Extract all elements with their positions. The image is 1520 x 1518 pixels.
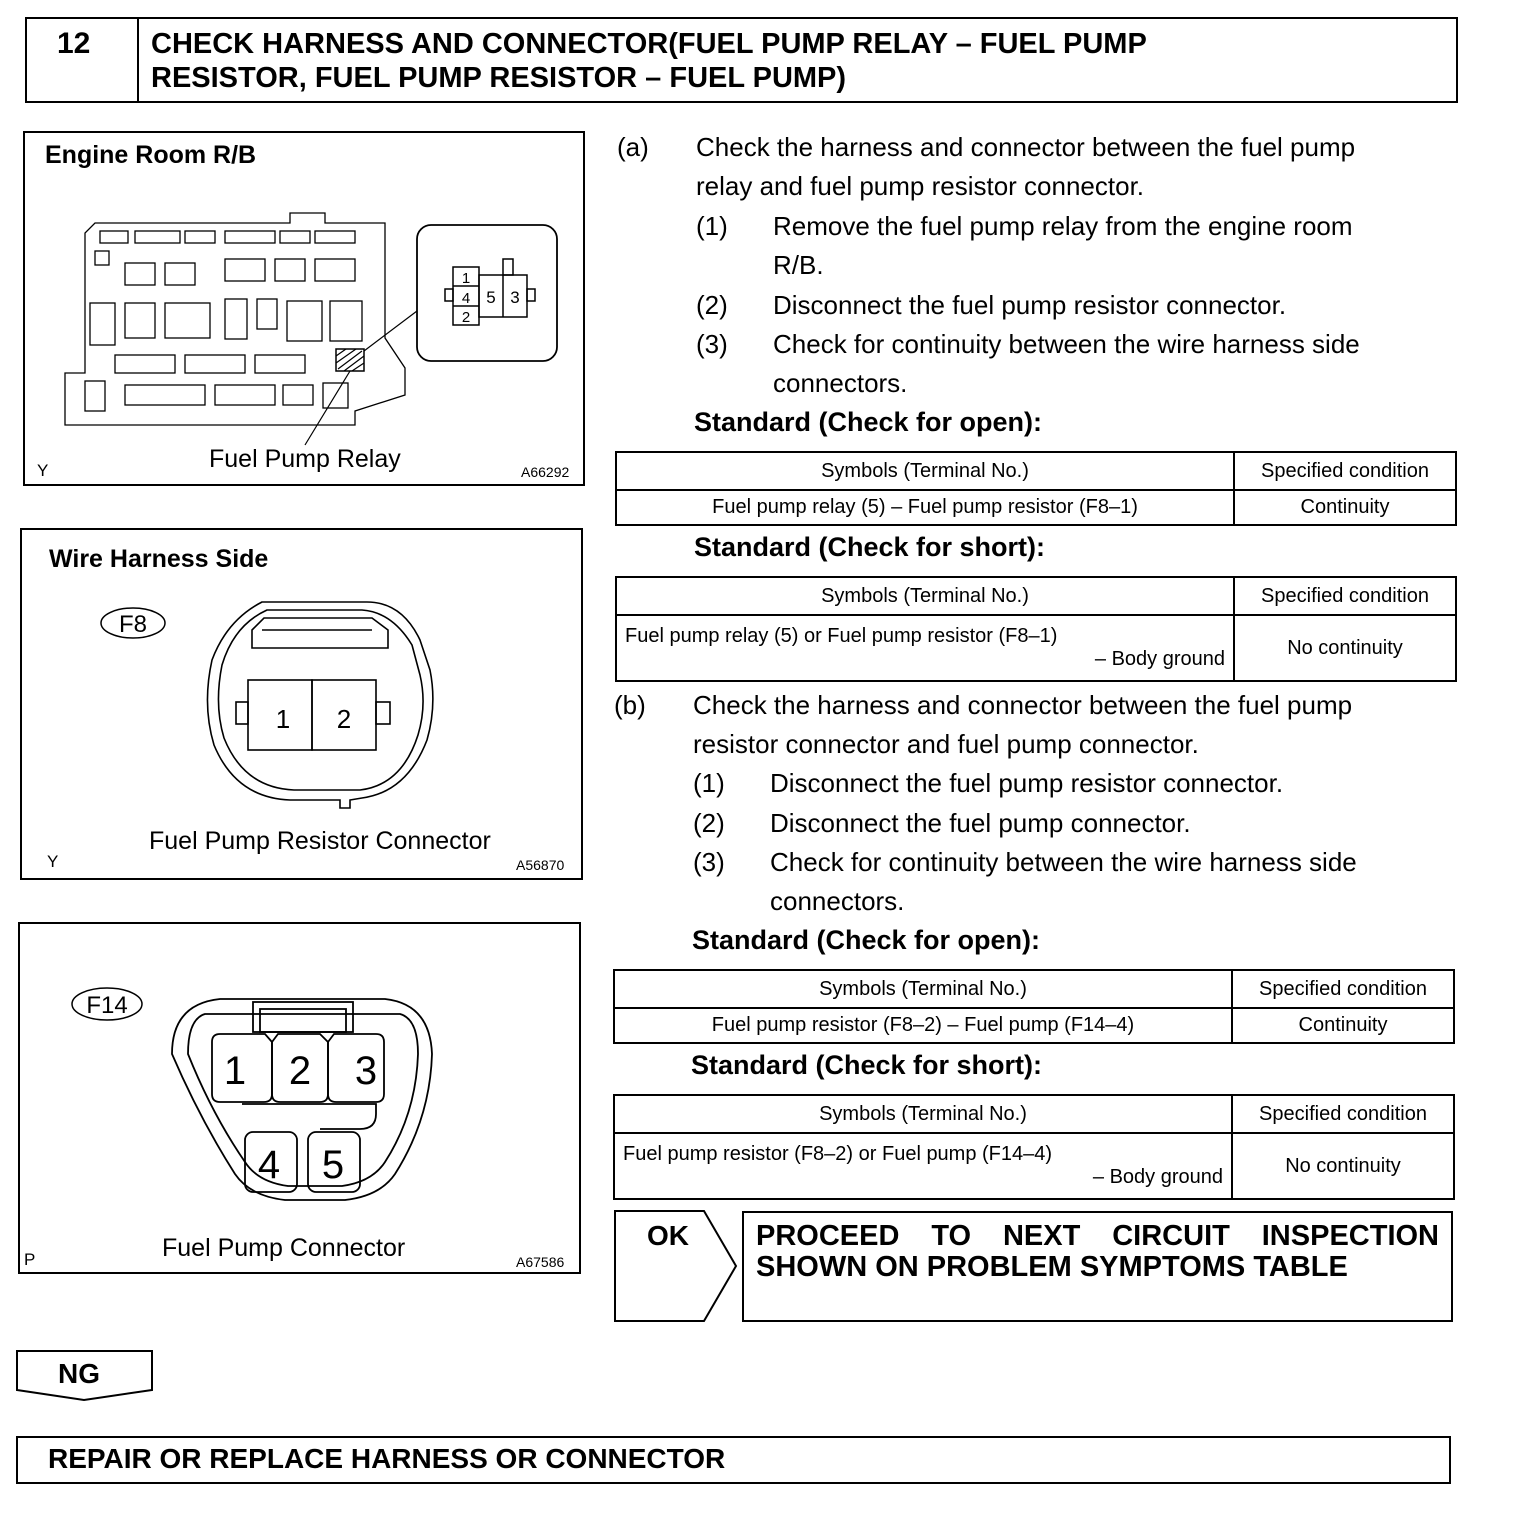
section-b-step-3-text-2: connectors. bbox=[770, 886, 905, 916]
figure-corner-code: Y bbox=[47, 852, 59, 871]
section-b-text-1: Check the harness and connector between the fuel pump bbox=[693, 690, 1353, 720]
cell-line-1: Fuel pump resistor (F8–2) or Fuel pump (F14–4) bbox=[623, 1143, 1053, 1165]
figure-id: A67586 bbox=[516, 1254, 565, 1270]
table-col-condition: Specified condition bbox=[1232, 970, 1454, 1008]
figure-caption: Fuel Pump Relay bbox=[209, 445, 401, 473]
ng-action-text: REPAIR OR REPLACE HARNESS OR CONNECTOR bbox=[48, 1443, 726, 1474]
section-b-open-heading: Standard (Check for open): bbox=[692, 925, 1041, 955]
table-header-row bbox=[616, 452, 1456, 490]
section-b-open-table bbox=[613, 969, 1455, 1044]
figure-title: Wire Harness Side bbox=[49, 545, 269, 573]
table-cell-condition: Continuity bbox=[1234, 490, 1456, 525]
pump-pin-3: 3 bbox=[354, 1049, 378, 1093]
section-a-step-1-text-1: Remove the fuel pump relay from the engine room bbox=[773, 211, 1353, 241]
relay-block-outline bbox=[65, 213, 405, 425]
section-b-step-3-text-1: Check for continuity between the wire harness side bbox=[770, 847, 1357, 877]
table-col-condition: Specified condition bbox=[1234, 577, 1456, 615]
figure-caption: Fuel Pump Connector bbox=[162, 1234, 406, 1262]
pump-pin-2: 2 bbox=[288, 1049, 312, 1093]
relay-pin-4: 4 bbox=[461, 290, 471, 307]
section-a-step-3-num: (3) bbox=[696, 329, 728, 359]
relay-pin-2: 2 bbox=[461, 309, 471, 326]
figure-engine-room-rb bbox=[23, 131, 585, 486]
connector-tag: F8 bbox=[118, 611, 148, 638]
figure-corner-code: Y bbox=[37, 461, 49, 480]
pump-pin-1: 1 bbox=[223, 1049, 247, 1093]
table-col-condition: Specified condition bbox=[1234, 452, 1456, 490]
table-cell-symbols bbox=[616, 615, 1234, 681]
relay-pin-5: 5 bbox=[486, 288, 496, 307]
table-row bbox=[616, 615, 1456, 681]
table-col-symbols: Symbols (Terminal No.) bbox=[614, 1095, 1232, 1133]
ng-label: NG bbox=[58, 1358, 100, 1389]
table-header-row bbox=[614, 970, 1454, 1008]
relay-callout-line bbox=[364, 311, 417, 351]
table-cell-condition: Continuity bbox=[1232, 1008, 1454, 1043]
pump-pin-4: 4 bbox=[257, 1143, 281, 1187]
section-a-text-1: Check the harness and connector between the fuel pump bbox=[696, 132, 1356, 162]
section-a-step-1-text-2: R/B. bbox=[773, 250, 824, 280]
table-header-row bbox=[616, 577, 1456, 615]
table-row bbox=[614, 1133, 1454, 1199]
figure-id: A56870 bbox=[516, 857, 565, 873]
cell-line-1: Fuel pump relay (5) or Fuel pump resistor (F8–1) bbox=[625, 625, 1058, 647]
section-a-open-table bbox=[615, 451, 1457, 526]
relay-block-diagram bbox=[25, 133, 583, 484]
section-b-step-1-text: Disconnect the fuel pump resistor connector. bbox=[770, 768, 1284, 798]
table-row bbox=[614, 1008, 1454, 1043]
table-header-row bbox=[614, 1095, 1454, 1133]
table-cell-condition: No continuity bbox=[1232, 1133, 1454, 1199]
section-b-step-3-num: (3) bbox=[693, 847, 725, 877]
table-col-condition: Specified condition bbox=[1232, 1095, 1454, 1133]
figure-corner-code: P bbox=[24, 1250, 36, 1269]
ok-result-box bbox=[742, 1211, 1453, 1322]
section-a-step-2-text: Disconnect the fuel pump resistor connector. bbox=[773, 290, 1287, 320]
figure-fuel-pump-connector bbox=[18, 922, 581, 1274]
section-a-step-1-num: (1) bbox=[696, 211, 728, 241]
resistor-pin-2: 2 bbox=[336, 704, 352, 734]
figure-caption: Fuel Pump Resistor Connector bbox=[149, 827, 491, 855]
table-cell-condition: No continuity bbox=[1234, 615, 1456, 681]
section-b-step-2-text: Disconnect the fuel pump connector. bbox=[770, 808, 1191, 838]
ok-result-line-2: SHOWN ON PROBLEM SYMPTOMS TABLE bbox=[756, 1251, 1348, 1283]
figure-id: A66292 bbox=[521, 464, 570, 480]
pump-connector-diagram bbox=[20, 924, 579, 1272]
section-b-step-2-num: (2) bbox=[693, 808, 725, 838]
pump-connector-body bbox=[172, 999, 432, 1200]
table-cell-symbols: Fuel pump relay (5) – Fuel pump resistor (F8–1) bbox=[616, 490, 1234, 525]
resistor-pin-1: 1 bbox=[275, 704, 291, 734]
table-cell-symbols: Fuel pump resistor (F8–2) – Fuel pump (F14–4) bbox=[614, 1008, 1232, 1043]
table-col-symbols: Symbols (Terminal No.) bbox=[616, 452, 1234, 490]
title-line-2: RESISTOR, FUEL PUMP RESISTOR – FUEL PUMP) bbox=[151, 62, 847, 94]
cell-line-2: – Body ground bbox=[1094, 648, 1225, 670]
relay-position-marker bbox=[336, 349, 364, 371]
section-a-text-2: relay and fuel pump resistor connector. bbox=[696, 171, 1145, 201]
relay-pin-3: 3 bbox=[510, 288, 520, 307]
page-title bbox=[137, 17, 1458, 103]
section-b-short-table bbox=[613, 1094, 1455, 1200]
section-b-label: (b) bbox=[614, 690, 646, 720]
table-cell-symbols bbox=[614, 1133, 1232, 1199]
section-b-step-1-num: (1) bbox=[693, 768, 725, 798]
section-a-step-3-text-1: Check for continuity between the wire harness side bbox=[773, 329, 1360, 359]
step-number: 12 bbox=[25, 17, 139, 103]
relay-pin-1: 1 bbox=[461, 270, 471, 287]
title-line-1: CHECK HARNESS AND CONNECTOR(FUEL PUMP RELAY – FUEL PUMP bbox=[151, 28, 1147, 60]
section-a-open-heading: Standard (Check for open): bbox=[694, 407, 1043, 437]
ng-action-box bbox=[16, 1436, 1451, 1484]
section-a-step-2-num: (2) bbox=[696, 290, 728, 320]
resistor-connector-body bbox=[207, 602, 432, 808]
section-a-label: (a) bbox=[617, 132, 649, 162]
section-a-short-heading: Standard (Check for short): bbox=[694, 532, 1046, 562]
figure-fuel-pump-resistor-connector bbox=[20, 528, 583, 880]
table-row bbox=[616, 490, 1456, 525]
pump-pin-5: 5 bbox=[321, 1143, 345, 1187]
cell-line-2: – Body ground bbox=[1092, 1166, 1223, 1188]
ok-result-line-1: PROCEED TO NEXT CIRCUIT INSPECTION bbox=[756, 1220, 1439, 1252]
ok-label: OK bbox=[647, 1220, 689, 1251]
section-a-step-3-text-2: connectors. bbox=[773, 368, 908, 398]
section-b-short-heading: Standard (Check for short): bbox=[691, 1050, 1043, 1080]
section-b-text-2: resistor connector and fuel pump connector. bbox=[693, 729, 1199, 759]
table-col-symbols: Symbols (Terminal No.) bbox=[616, 577, 1234, 615]
figure-title: Engine Room R/B bbox=[45, 141, 257, 169]
connector-tag: F14 bbox=[86, 992, 128, 1019]
resistor-connector-diagram bbox=[22, 530, 581, 878]
table-col-symbols: Symbols (Terminal No.) bbox=[614, 970, 1232, 1008]
section-a-short-table bbox=[615, 576, 1457, 682]
